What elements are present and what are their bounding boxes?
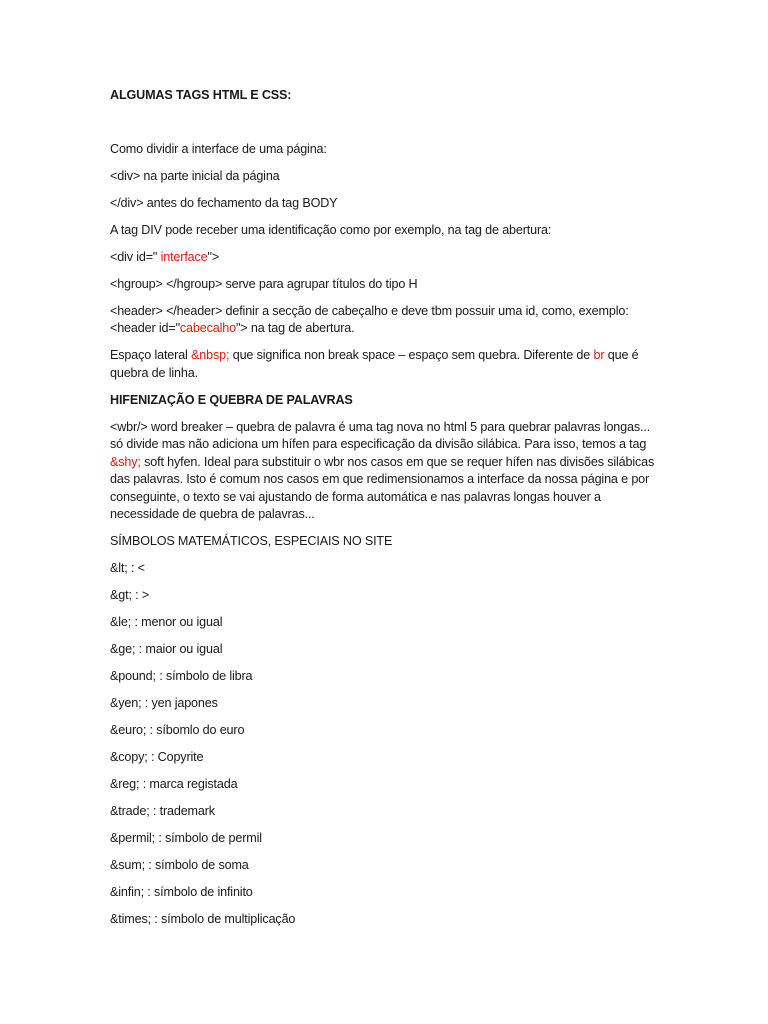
espaco-mid: que significa non break space – espaço sem quebra. Diferente de: [229, 348, 594, 362]
espaco-post: que é quebra de linha.: [110, 348, 639, 380]
header-line-1: <header> </header> definir a secção de cabeçalho e deve tbm possuir uma id, como, exemplo:: [110, 303, 629, 318]
div-open-line: <div> na parte inicial da página: [110, 168, 280, 183]
wbr-post: soft hyfen. Ideal para substituir o wbr nos casos em que se requer hífen nas divisões silábicas das palavras. Isto é comum nos casos em que redimensionamos a interface da nossa página e por conseguinte, o texto se vai ajustando de forma automática e nas palavras longas houver a necessidade de quebra de palavras...: [110, 454, 655, 521]
document-title: ALGUMAS TAGS HTML E CSS:: [110, 88, 292, 102]
section-title-hifenizacao: HIFENIZAÇÃO E QUEBRA DE PALAVRAS: [110, 392, 353, 407]
document-body: [110, 87, 660, 929]
div-id-example-pre: <div id=": [110, 249, 158, 264]
symbol-item: &infin; : símbolo de infinito: [110, 885, 253, 899]
wbr-pre: <wbr/> word breaker – quebra de palavra é uma tag nova no html 5 para quebrar palavras longas... só divide mas não adiciona um hífen para especificação da divisão silábica. Para isso, temos a tag: [110, 419, 651, 451]
symbol-item: &permil; : símbolo de permil: [110, 831, 262, 845]
symbol-item: &reg; : marca registada: [110, 777, 238, 791]
symbol-item: &pound; : símbolo de libra: [110, 669, 253, 683]
symbol-item: &le; : menor ou igual: [110, 615, 223, 629]
symbol-item: &yen; : yen japones: [110, 696, 218, 710]
header-paragraph: [110, 303, 660, 338]
symbol-item: &times; : símbolo de multiplicação: [110, 912, 296, 926]
section-title-simbolos: SÍMBOLOS MATEMÁTICOS, ESPECIAIS NO SITE: [110, 534, 393, 548]
wbr-highlight-shy: &shy;: [110, 454, 141, 469]
div-close-line: </div> antes do fechamento da tag BODY: [110, 195, 338, 210]
header-line-2-highlight: cabecalho: [179, 321, 236, 335]
symbol-item: &euro; : síbomlo do euro: [110, 723, 245, 737]
symbol-item: &copy; : Copyrite: [110, 750, 204, 764]
symbol-item: &lt; : <: [110, 561, 145, 575]
symbol-item: &gt; : >: [110, 588, 150, 602]
espaco-paragraph: [110, 347, 660, 382]
espaco-pre: Espaço lateral: [110, 348, 192, 362]
symbols-list: [110, 560, 660, 929]
div-id-example-post: ">: [207, 249, 220, 264]
espaco-highlight-br: br: [593, 348, 605, 362]
symbol-item: &ge; : maior ou igual: [110, 642, 223, 656]
wbr-paragraph: [110, 419, 660, 524]
symbol-item: &trade; : trademark: [110, 804, 215, 818]
espaco-highlight-nbsp: &nbsp;: [191, 348, 230, 362]
div-id-example: [110, 249, 660, 267]
div-id-example-highlight: interface: [157, 249, 208, 264]
header-line-2-post: "> na tag de abertura.: [235, 321, 355, 335]
div-id-note: A tag DIV pode receber uma identificação como por exemplo, na tag de abertura:: [110, 222, 552, 237]
hgroup-line: <hgroup> </hgroup> serve para agrupar títulos do tipo H: [110, 276, 418, 291]
intro-line: Como dividir a interface de uma página:: [110, 141, 327, 156]
symbol-item: &sum; : símbolo de soma: [110, 858, 249, 872]
header-line-2-pre: <header id=": [110, 321, 180, 335]
